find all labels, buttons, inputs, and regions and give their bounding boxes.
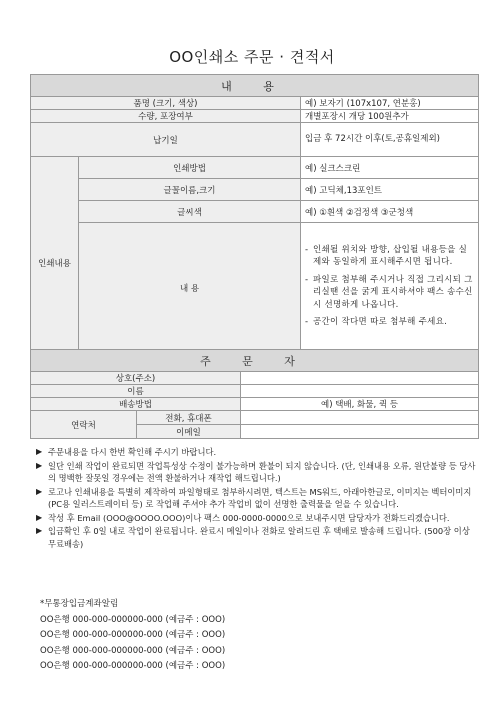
list-item: - 파일로 첨부해 주시거나 직접 그리시되 그리실땐 선을 굵게 표시하셔야 팩스 송수신시 선명하게 나옵니다. (305, 274, 474, 312)
item-value[interactable]: 예) 보자기 (107x107, 연분홍) (301, 97, 479, 110)
print-content-list (305, 244, 474, 329)
triangle-bullet-icon: ▶ (36, 512, 43, 522)
section-header-orderer: 주 문 자 (31, 350, 479, 372)
bank-account-line: OO은행 000-000-000000-000 (예금주 : OOO) (40, 630, 226, 640)
name-label: 이름 (31, 385, 241, 398)
notice-item: ▶ 주문내용을 다시 한번 확인해 주시기 바랍니다. (36, 447, 217, 457)
font-label: 글꼴이름,크기 (79, 179, 301, 201)
email-value[interactable] (241, 425, 479, 439)
content-table (30, 74, 479, 369)
bank-heading: *무통장입금계좌알림 (40, 599, 119, 609)
text-color-label: 글씨색 (79, 201, 301, 223)
notice-list (36, 446, 476, 551)
print-method-value[interactable]: 예) 실크스크린 (301, 157, 479, 179)
triangle-bullet-icon: ▶ (36, 447, 43, 456)
notice-item: ▶ 작성 후 Email (OOO@OOOO.OOO)이나 팩스 000-0000-0000으로 보내주시면 담당자가 전화드리겠습니다. (36, 512, 450, 523)
item-label: 품명 (크기, 색상) (31, 97, 301, 110)
quantity-label: 수량, 포장여부 (31, 110, 301, 123)
name-value[interactable] (241, 385, 479, 398)
shipping-label: 배송방법 (31, 398, 241, 411)
notice-item: ▶ 로고나 인쇄내용을 특별히 제작하여 파일형태로 첨부하시려면, 텍스트는 MS워드, 아래아한글로, 이미지는 벡터이미지 (PC용 일러스트레이터 등) 로 작업해 주셔야 추가 작업비 없이 선명한 출력물을 얻을 수 있습니다. (36, 486, 472, 509)
bank-account-line: OO은행 000-000-000000-000 (예금주 : OOO) (40, 614, 226, 625)
section-header-content: 내 용 (31, 75, 479, 97)
phone-value[interactable] (241, 411, 479, 425)
text-color-value[interactable]: 예) ①흰색 ②검정색 ③군청색 (301, 201, 479, 223)
shipping-value[interactable]: 예) 택배, 화물, 퀵 등 (241, 398, 479, 411)
notice-item: ▶ 입금확인 후 0일 내로 작업이 완료됩니다. 완료시 메일이나 전화로 알려드린 후 택배로 발송해 드립니다. (500장 이상 무료배송) (36, 526, 470, 549)
bank-account-info (40, 597, 340, 675)
delivery-label: 납기일 (31, 123, 301, 157)
orderer-table (30, 349, 479, 439)
print-method-label: 인쇄방법 (79, 157, 301, 179)
contact-label: 연락처 (31, 411, 137, 439)
list-item: - 공간이 작다면 따로 첨부해 주세요. (305, 316, 474, 329)
email-label: 이메일 (137, 425, 241, 439)
triangle-bullet-icon: ▶ (36, 486, 43, 496)
triangle-bullet-icon: ▶ (36, 526, 43, 535)
document-title: OO인쇄소 주문 · 견적서 (169, 48, 335, 66)
bank-account-line: OO은행 000-000-000000-000 (예금주 : OOO) (40, 645, 226, 656)
company-value[interactable] (241, 372, 479, 385)
list-item: - 인쇄될 위치와 방향, 삽입될 내용등을 실제와 동일하게 표시해주시면 됩니다. (305, 244, 474, 269)
print-content-label: 내 용 (79, 223, 301, 353)
font-value[interactable]: 예) 고딕체,13포인트 (301, 179, 479, 201)
print-content-value[interactable] (301, 223, 479, 353)
company-label: 상호(주소) (31, 372, 241, 385)
notice-item: ▶ 일단 인쇄 작업이 완료되면 작업특성상 수정이 불가능하며 환불이 되지 않습니다. (단, 인쇄내용 오류, 원단불량 등 당사의 명백한 잘못일 경우에는 전액 환불하거나 재작업 해드립니다.) (36, 460, 476, 483)
triangle-bullet-icon: ▶ (36, 460, 43, 470)
delivery-value[interactable]: 입금 후 72시간 이후(토,공휴일제외) (301, 123, 479, 157)
phone-label: 전화, 휴대폰 (137, 411, 241, 425)
bank-account-line: OO은행 000-000-000000-000 (예금주 : OOO) (40, 661, 226, 671)
print-group-label: 인쇄내용 (31, 157, 79, 369)
quantity-value[interactable]: 개별포장시 개당 100원추가 (301, 110, 479, 123)
